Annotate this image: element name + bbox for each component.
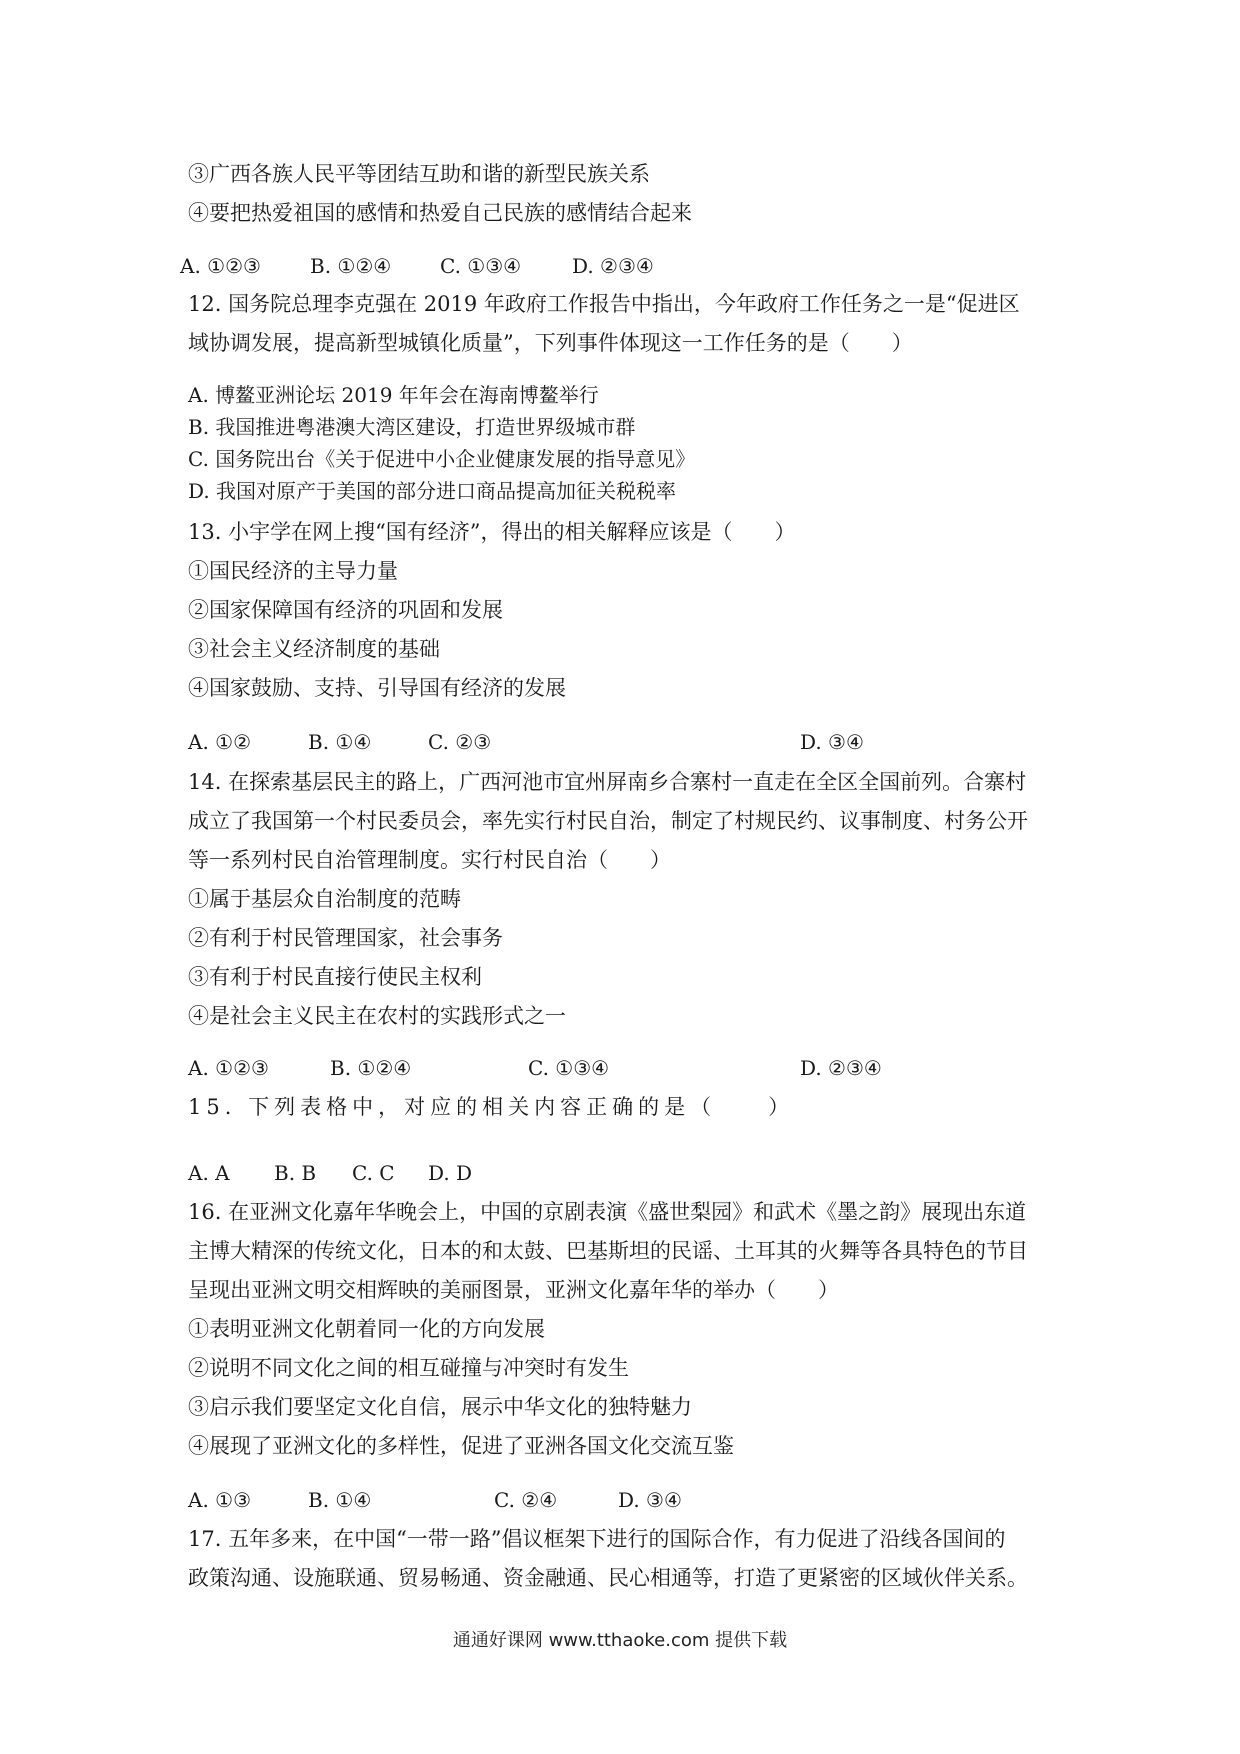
- q12-stem-line-2: 域协调发展，提高新型城镇化质量”，下列事件体现这一工作任务的是（ ）: [188, 331, 913, 355]
- q16-item-2: ②说明不同文化之间的相互碰撞与冲突时有发生: [188, 1356, 629, 1380]
- q17-stem-line-1: 17. 五年多来，在中国“一带一路”倡议框架下进行的国际合作，有力促进了沿线各国间的: [188, 1527, 1006, 1551]
- q16-item-4: ④展现了亚洲文化的多样性，促进了亚洲各国文化交流互鉴: [188, 1434, 734, 1458]
- q13-item-2: ②国家保障国有经济的巩固和发展: [188, 598, 503, 622]
- q13-option-d: D. ③④: [800, 730, 864, 754]
- q13-item-3: ③社会主义经济制度的基础: [188, 637, 440, 661]
- q15-option-c: C. C: [352, 1161, 395, 1185]
- q16-item-3: ③启示我们要坚定文化自信，展示中华文化的独特魅力: [188, 1395, 692, 1419]
- q14-option-d: D. ②③④: [800, 1056, 882, 1080]
- q11-option-b: B. ①②④: [310, 254, 392, 278]
- q15-stem: 15. 下列表格中，对应的相关内容正确的是（ ）: [188, 1095, 795, 1119]
- q13-option-a: A. ①②: [188, 730, 252, 754]
- q14-option-a: A. ①②③: [188, 1056, 269, 1080]
- q17-stem-line-2: 政策沟通、设施联通、贸易畅通、资金融通、民心相通等，打造了更紧密的区域伙伴关系。: [188, 1566, 1028, 1590]
- q11-option-a: A. ①②③: [180, 254, 261, 278]
- q14-stem-line-1: 14. 在探索基层民主的路上，广西河池市宜州屏南乡合寨村一直走在全区全国前列。合寨村: [188, 770, 1027, 794]
- q14-item-1: ①属于基层众自治制度的范畴: [188, 887, 461, 911]
- page-footer: 通通好课网 www.tthaoke.com 提供下载: [452, 1630, 788, 1651]
- q12-option-d: D. 我国对原产于美国的部分进口商品提高加征关税税率: [188, 479, 677, 503]
- q16-option-a: A. ①③: [188, 1488, 252, 1512]
- q15-option-b: B. B: [274, 1161, 317, 1185]
- q12-stem-line-1: 12. 国务院总理李克强在 2019 年政府工作报告中指出，今年政府工作任务之一是“促进区: [188, 292, 1020, 316]
- q13-stem: 13. 小宇学在网上搜“国有经济”，得出的相关解释应该是（ ）: [188, 520, 796, 544]
- q16-item-1: ①表明亚洲文化朝着同一化的方向发展: [188, 1317, 545, 1341]
- q15-option-a: A. A: [188, 1161, 230, 1185]
- q11-option-c: C. ①③④: [440, 254, 522, 278]
- q14-item-2: ②有利于村民管理国家，社会事务: [188, 926, 503, 950]
- q11-option-d: D. ②③④: [572, 254, 654, 278]
- q13-item-4: ④国家鼓励、支持、引导国有经济的发展: [188, 676, 566, 700]
- q16-stem-line-1: 16. 在亚洲文化嘉年华晚会上，中国的京剧表演《盛世梨园》和武术《墨之韵》展现出东道: [188, 1200, 1027, 1224]
- q16-stem-line-2: 主博大精深的传统文化，日本的和太鼓、巴基斯坦的民谣、土耳其的火舞等各具特色的节目: [188, 1239, 1028, 1263]
- q14-option-b: B. ①②④: [330, 1056, 412, 1080]
- q14-stem-line-2: 成立了我国第一个村民委员会，率先实行村民自治，制定了村规民约、议事制度、村务公开: [188, 809, 1028, 833]
- q16-option-c: C. ②④: [494, 1488, 558, 1512]
- q14-option-c: C. ①③④: [528, 1056, 610, 1080]
- q13-option-c: C. ②③: [428, 730, 492, 754]
- q13-option-b: B. ①④: [308, 730, 372, 754]
- q14-item-4: ④是社会主义民主在农村的实践形式之一: [188, 1004, 566, 1028]
- q12-option-b: B. 我国推进粤港澳大湾区建设，打造世界级城市群: [188, 415, 636, 439]
- q12-option-c: C. 国务院出台《关于促进中小企业健康发展的指导意见》: [188, 447, 696, 471]
- q16-stem-line-3: 呈现出亚洲文明交相辉映的美丽图景，亚洲文化嘉年华的举办（ ）: [188, 1278, 839, 1302]
- q15-option-d: D. D: [428, 1161, 473, 1185]
- q14-item-3: ③有利于村民直接行使民主权利: [188, 965, 482, 989]
- q11-item-4: ④要把热爱祖国的感情和热爱自己民族的感情结合起来: [188, 201, 692, 225]
- q14-stem-line-3: 等一系列村民自治管理制度。实行村民自治（ ）: [188, 848, 671, 872]
- q11-item-3: ③广西各族人民平等团结互助和谐的新型民族关系: [188, 162, 650, 186]
- q13-item-1: ①国民经济的主导力量: [188, 559, 398, 583]
- q12-option-a: A. 博鳌亚洲论坛 2019 年年会在海南博鳌举行: [188, 383, 599, 407]
- q16-option-d: D. ③④: [618, 1488, 682, 1512]
- q16-option-b: B. ①④: [308, 1488, 372, 1512]
